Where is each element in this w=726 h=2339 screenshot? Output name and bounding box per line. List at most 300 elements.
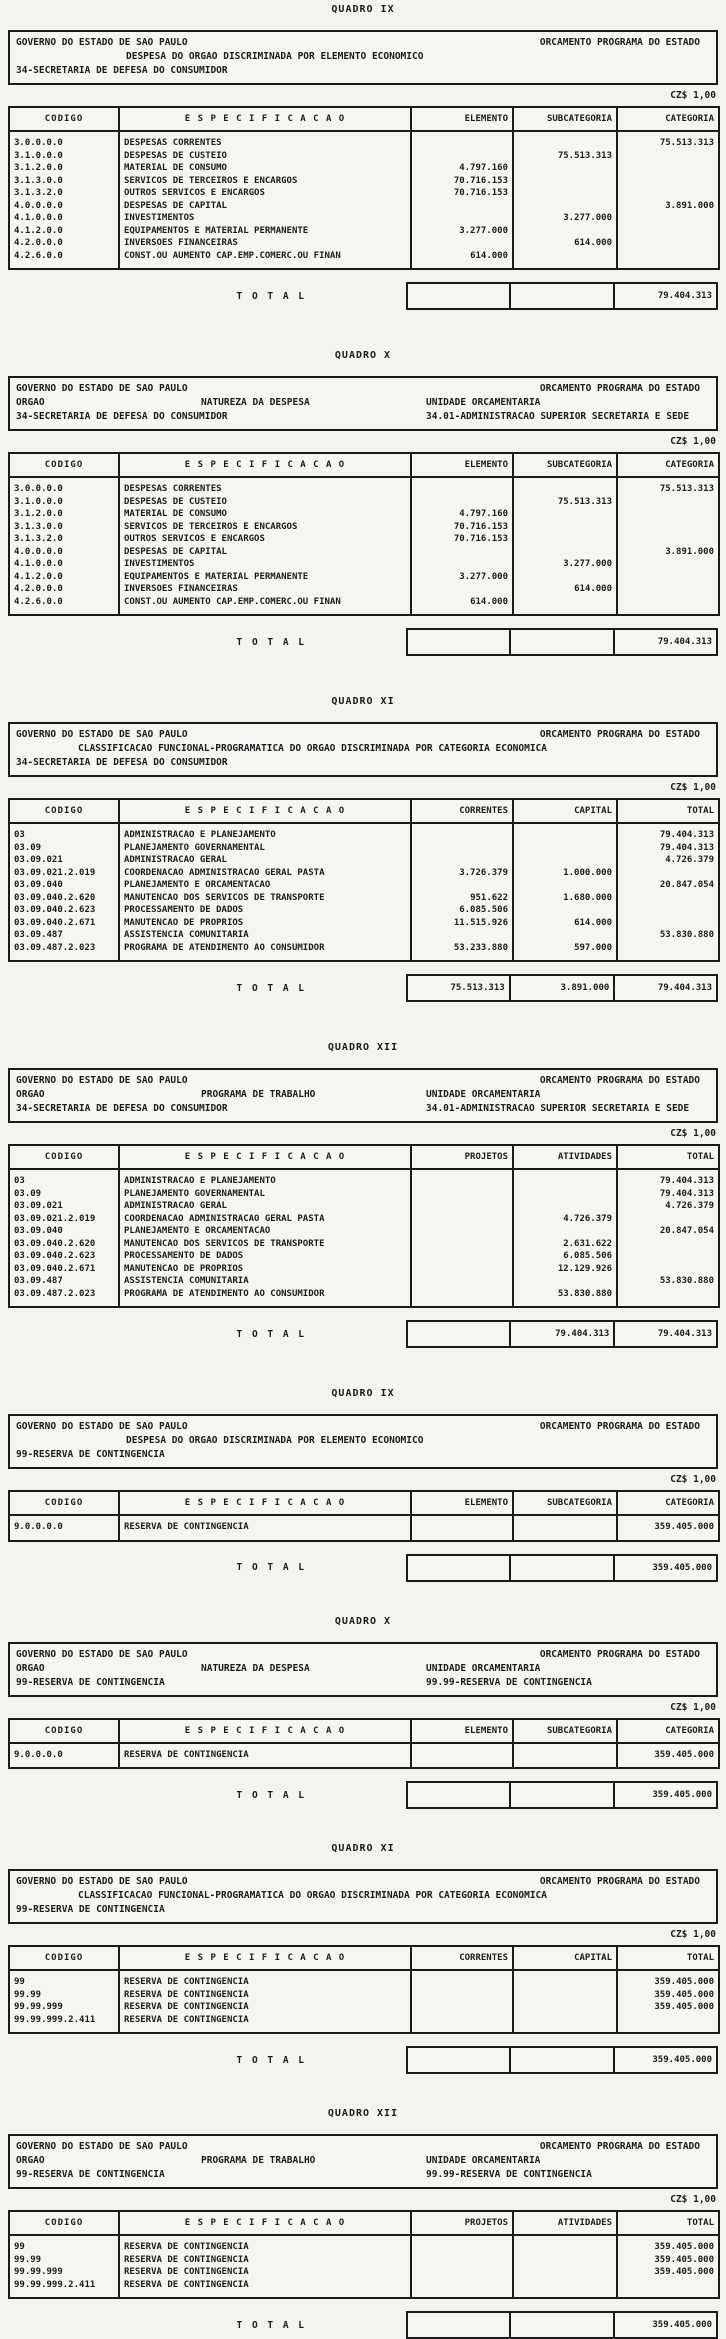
row-value [411,1275,513,1288]
row-value [513,1515,617,1541]
row-code: 3.1.2.0.0 [14,509,63,519]
header-line-2 [16,1088,710,1102]
row-value [513,879,617,892]
row-value: 614.000 [513,917,617,930]
row-especificacao: EQUIPAMENTOS E MATERIAL PERMANENTE [119,571,411,584]
table-row [9,237,719,250]
column-header-value-2: SUBCATEGORIA [513,1719,617,1743]
currency-label: CZ$ 1,00 [670,436,716,447]
row-value: 4.726.379 [513,1213,617,1226]
quadro-title: QUADRO IX [331,1388,395,1399]
row-especificacao: PLANEJAMENTO GOVERNAMENTAL [119,842,411,855]
column-header-especificacao: E S P E C I F I C A C A O [119,107,411,131]
row-value: 3.277.000 [411,571,513,584]
row-value [617,508,719,521]
column-header-value-3: CATEGORIA [617,453,719,477]
row-especificacao: PROCESSAMENTO DE DADOS [119,904,411,917]
row-value: 359.405.000 [617,1515,719,1541]
quadro-section [8,2108,718,2339]
column-header-value-2: CAPITAL [513,799,617,823]
row-value [513,131,617,150]
row-code: 3.1.0.0.0 [14,496,63,507]
row-value [513,1169,617,1188]
column-header-row [9,2211,719,2235]
row-value: 6.085.506 [411,904,513,917]
total-row [8,628,718,656]
row-value: 614.000 [411,250,513,270]
total-value: 359.405.000 [614,2047,717,2073]
total-value [510,2312,615,2338]
row-value: 53.830.880 [617,1275,719,1288]
table-row [9,477,719,496]
row-especificacao: PROGRAMA DE ATENDIMENTO AO CONSUMIDOR [119,1288,411,1308]
column-header-row [9,453,719,477]
header-line-2 [16,1434,710,1448]
row-value: 6.085.506 [513,1250,617,1263]
column-header-codigo: CODIGO [9,2211,119,2235]
column-header-codigo: CODIGO [9,107,119,131]
column-header-value-3: TOTAL [617,1946,719,1970]
total-row [8,974,718,1002]
government-title: GOVERNO DO ESTADO DE SAO PAULO [16,1075,188,1086]
row-value: 359.405.000 [617,2266,719,2279]
program-title: ORCAMENTO PROGRAMA DO ESTADO [539,1648,700,1660]
table-row [9,596,719,616]
quadro-title: QUADRO XI [331,696,395,707]
row-code: 4.2.0.0.0 [14,584,63,594]
row-code: 9.0.0.0.0 [14,1749,63,1760]
header-line-2 [16,1662,710,1676]
column-header-value-3: CATEGORIA [617,1491,719,1515]
row-value [411,1263,513,1276]
currency-label: CZ$ 1,00 [670,782,716,793]
budget-table [8,106,720,270]
row-especificacao: MATERIAL DE CONSUMO [119,162,411,175]
table-row [9,842,719,855]
header-line-3 [16,756,710,770]
row-especificacao: RESERVA DE CONTINGENCIA [119,1515,411,1541]
currency-label: CZ$ 1,00 [670,1474,716,1485]
row-code: 03.09.487.2.023 [14,942,96,953]
total-value: 79.404.313 [614,975,717,1001]
row-value: 4.797.160 [411,162,513,175]
row-code: 4.1.0.0.0 [14,559,63,569]
row-value [411,2266,513,2279]
table-row [9,546,719,559]
row-value [513,200,617,213]
row-value: 79.404.313 [617,1169,719,1188]
row-value [513,2266,617,2279]
header-line-1 [16,1648,710,1662]
quadro-header-box [8,1414,718,1469]
quadro-header-box [8,2134,718,2189]
row-value [617,583,719,596]
table-row [9,131,719,150]
currency-label: CZ$ 1,00 [670,1929,716,1940]
row-value [617,237,719,250]
quadro-header-box [8,1068,718,1123]
column-header-value-2: SUBCATEGORIA [513,107,617,131]
table-row [9,854,719,867]
table-row [9,823,719,842]
total-row [8,2311,718,2339]
row-especificacao: INVERSOES FINANCEIRAS [119,583,411,596]
total-value: 75.513.313 [450,983,505,993]
row-code: 03.09.040.2.671 [14,917,96,928]
orgao-label: ORGAO [16,2155,45,2166]
row-value [411,842,513,855]
row-value [617,250,719,270]
column-header-value-3: CATEGORIA [617,107,719,131]
column-header-value-1: PROJETOS [411,2211,513,2235]
row-code: 4.0.0.0.0 [14,546,63,557]
column-header-value-3: TOTAL [617,2211,719,2235]
row-value: 2.631.622 [513,1238,617,1251]
row-especificacao: RESERVA DE CONTINGENCIA [119,2266,411,2279]
row-value: 597.000 [513,942,617,962]
total-box [406,628,718,656]
column-header-value-1: CORRENTES [411,799,513,823]
quadro-section [8,1042,718,1348]
total-row [8,1320,718,1348]
program-title: ORCAMENTO PROGRAMA DO ESTADO [539,37,700,48]
header-line-1 [16,36,710,50]
row-code: 03.09.021 [14,1201,63,1211]
row-value: 1.000.000 [513,867,617,880]
row-value [513,521,617,534]
header-line-2 [16,1889,710,1903]
row-value [411,583,513,596]
table-row [9,892,719,905]
table-row [9,496,719,509]
row-value [513,546,617,559]
orgao-name: 99-RESERVA DE CONTINGENCIA [16,1676,165,1688]
row-value [617,942,719,962]
header-line-2 [16,2154,710,2168]
total-box [406,1320,718,1348]
row-value [411,558,513,571]
unidade-orcamentaria-name: 99.99-RESERVA DE CONTINGENCIA [426,1676,592,1688]
row-especificacao: ASSISTENCIA COMUNITARIA [119,1275,411,1288]
row-code: 3.0.0.0.0 [14,138,63,148]
row-especificacao: ADMINISTRACAO E PLANEJAMENTO [119,1169,411,1188]
header-line-3 [16,1903,710,1917]
header-line-3 [16,1676,710,1690]
quadro-section [8,696,718,1002]
table-row [9,1238,719,1251]
table-row [9,2266,719,2279]
row-especificacao: DESPESAS DE CAPITAL [119,546,411,559]
row-especificacao: COORDENACAO ADMINISTRACAO GERAL PASTA [119,1213,411,1226]
program-title: ORCAMENTO PROGRAMA DO ESTADO [539,729,700,740]
row-code: 3.1.3.0.0 [14,521,63,532]
column-header-value-1: ELEMENTO [411,453,513,477]
row-code: 99 [14,1977,25,1987]
row-value: 75.513.313 [617,477,719,496]
column-header-row [9,1145,719,1169]
row-especificacao: RESERVA DE CONTINGENCIA [119,2279,411,2299]
total-value [510,2047,615,2073]
row-value: 53.830.880 [617,929,719,942]
row-value [411,854,513,867]
header-line-3 [16,1448,710,1462]
orgao-label: ORGAO [16,1089,45,1100]
orgao-name: 34-SECRETARIA DE DEFESA DO CONSUMIDOR [16,757,228,768]
row-value: 3.891.000 [617,200,719,213]
row-especificacao: ADMINISTRACAO E PLANEJAMENTO [119,823,411,842]
row-value: 359.405.000 [617,2235,719,2254]
column-header-value-1: CORRENTES [411,1946,513,1970]
total-value: 359.405.000 [614,1555,717,1581]
header-line-2 [16,50,710,64]
table-row [9,533,719,546]
unidade-orcamentaria-label: UNIDADE ORCAMENTARIA [426,1089,541,1100]
row-especificacao: MANUTENCAO DOS SERVICOS DE TRANSPORTE [119,892,411,905]
row-value [617,162,719,175]
row-value: 1.680.000 [513,892,617,905]
header-line-1 [16,1420,710,1434]
table-row [9,571,719,584]
row-value [411,212,513,225]
column-header-especificacao: E S P E C I F I C A C A O [119,1946,411,1970]
table-row [9,521,719,534]
header-line-2 [16,742,710,756]
row-value [513,508,617,521]
row-code: 99.99.999 [14,2002,63,2012]
row-value: 53.830.880 [513,1288,617,1308]
row-value [617,150,719,163]
table-row [9,508,719,521]
row-code: 4.2.0.0.0 [14,238,63,248]
row-especificacao: COORDENACAO ADMINISTRACAO GERAL PASTA [119,867,411,880]
row-value [617,1250,719,1263]
total-label: T O T A L [236,2319,306,2331]
table-row [9,558,719,571]
header-line-1 [16,1875,710,1889]
program-title: ORCAMENTO PROGRAMA DO ESTADO [539,1421,700,1432]
row-code: 03.09.040.2.671 [14,1263,96,1274]
row-value: 79.404.313 [617,823,719,842]
row-code: 4.0.0.0.0 [14,200,63,211]
row-especificacao: MANUTENCAO DE PROPRIOS [119,1263,411,1276]
row-value [411,823,513,842]
total-row [8,1781,718,1809]
quadro-title: QUADRO X [334,1615,392,1627]
row-code: 4.1.2.0.0 [14,571,63,582]
row-value [617,596,719,616]
orgao-name: 34-SECRETARIA DE DEFESA DO CONSUMIDOR [16,1103,228,1114]
row-especificacao: PROCESSAMENTO DE DADOS [119,1250,411,1263]
row-code: 99.99.999 [14,2267,63,2277]
orgao-name: 34-SECRETARIA DE DEFESA DO CONSUMIDOR [16,411,228,422]
table-row [9,1743,719,1769]
row-value [513,2014,617,2034]
row-value: 11.515.926 [411,917,513,930]
table-row [9,583,719,596]
row-especificacao: SERVICOS DE TERCEIROS E ENCARGOS [119,175,411,188]
header-line-1 [16,2140,710,2154]
row-code: 03.09.021.2.019 [14,1213,96,1224]
total-value [407,629,510,655]
total-value [407,1782,510,1808]
row-especificacao: OUTROS SERVICOS E ENCARGOS [119,187,411,200]
column-header-value-2: ATIVIDADES [513,2211,617,2235]
row-value [513,1275,617,1288]
row-value [617,558,719,571]
total-box [406,2046,718,2074]
total-value [510,283,615,309]
row-value [411,477,513,496]
row-value [411,1188,513,1201]
row-value: 4.726.379 [617,854,719,867]
row-especificacao: DESPESAS DE CAPITAL [119,200,411,213]
row-value [513,1225,617,1238]
row-code: 03.09.021.2.019 [14,867,96,878]
row-value [513,842,617,855]
row-value [513,854,617,867]
row-code: 4.2.6.0.0 [14,596,63,607]
table-row [9,1188,719,1201]
column-header-row [9,799,719,823]
table-row [9,1263,719,1276]
total-value: 79.404.313 [614,629,717,655]
row-value [617,892,719,905]
row-especificacao: RESERVA DE CONTINGENCIA [119,2001,411,2014]
row-value [513,2254,617,2267]
column-header-codigo: CODIGO [9,1719,119,1743]
total-label: T O T A L [236,1562,306,1573]
row-code: 03 [14,830,25,840]
column-header-especificacao: E S P E C I F I C A C A O [119,1145,411,1169]
total-value: 359.405.000 [614,1782,717,1808]
row-code: 99 [14,2242,25,2252]
row-especificacao: INVERSOES FINANCEIRAS [119,237,411,250]
budget-table [8,1144,720,1308]
row-code: 9.0.0.0.0 [14,1522,63,1532]
column-header-codigo: CODIGO [9,1946,119,1970]
column-header-value-2: ATIVIDADES [513,1145,617,1169]
row-code: 3.1.3.0.0 [14,175,63,186]
header-line-3 [16,2168,710,2182]
row-value [411,1250,513,1263]
quadro-header-box [8,1869,718,1924]
row-value [617,904,719,917]
total-value: 79.404.313 [614,283,717,309]
total-label: T O T A L [236,982,306,994]
row-code: 03.09.040.2.620 [14,1238,96,1249]
row-code: 03.09 [14,842,42,853]
row-value [617,2279,719,2299]
row-value [411,131,513,150]
currency-label: CZ$ 1,00 [670,90,716,101]
row-value [411,1169,513,1188]
total-label: T O T A L [236,636,306,648]
row-value: 4.726.379 [617,1200,719,1213]
row-especificacao: RESERVA DE CONTINGENCIA [119,1743,411,1769]
row-value: 70.716.153 [411,533,513,546]
row-code: 4.2.6.0.0 [14,250,63,261]
row-value [411,200,513,213]
row-especificacao: RESERVA DE CONTINGENCIA [119,2254,411,2267]
row-value [513,2001,617,2014]
row-value [617,225,719,238]
total-row [8,1554,718,1582]
row-value [513,477,617,496]
row-especificacao: MANUTENCAO DOS SERVICOS DE TRANSPORTE [119,1238,411,1251]
quadro-header-box [8,30,718,85]
column-header-especificacao: E S P E C I F I C A C A O [119,453,411,477]
header-line-3 [16,64,710,78]
total-value [407,2312,510,2338]
row-value: 359.405.000 [617,2254,719,2267]
total-box [406,282,718,310]
government-title: GOVERNO DO ESTADO DE SAO PAULO [16,1421,188,1432]
quadro-subtitle: DESPESA DO ORGAO DISCRIMINADA POR ELEMENTO ECONOMICO [126,51,424,62]
row-value [617,1263,719,1276]
row-value: 359.405.000 [617,2001,719,2014]
column-header-codigo: CODIGO [9,453,119,477]
total-row [8,2046,718,2074]
government-title: GOVERNO DO ESTADO DE SAO PAULO [16,1876,188,1887]
row-value: 70.716.153 [411,187,513,200]
budget-table [8,798,720,962]
row-value [617,521,719,534]
row-value [617,187,719,200]
quadro-title: QUADRO XII [327,2108,399,2119]
row-especificacao: SERVICOS DE TERCEIROS E ENCARGOS [119,521,411,534]
table-row [9,2235,719,2254]
currency-label: CZ$ 1,00 [670,1128,716,1139]
row-especificacao: RESERVA DE CONTINGENCIA [119,2014,411,2034]
row-value [513,929,617,942]
row-code: 99.99 [14,1989,42,2000]
government-title: GOVERNO DO ESTADO DE SAO PAULO [16,2141,188,2152]
row-especificacao: PLANEJAMENTO E ORCAMENTACAO [119,879,411,892]
row-value: 3.891.000 [617,546,719,559]
column-header-codigo: CODIGO [9,1145,119,1169]
row-code: 03.09.487 [14,930,63,940]
quadro-subtitle: CLASSIFICACAO FUNCIONAL-PROGRAMATICA DO ORGAO DISCRIMINADA POR CATEGORIA ECONOMICA [78,1890,547,1901]
row-especificacao: PROGRAMA DE ATENDIMENTO AO CONSUMIDOR [119,942,411,962]
column-header-row [9,1719,719,1743]
row-code: 03.09.487 [14,1276,63,1286]
row-especificacao: MANUTENCAO DE PROPRIOS [119,917,411,930]
quadro-title: QUADRO XII [327,1042,399,1053]
row-value [411,929,513,942]
despesa-type-label: NATUREZA DA DESPESA [201,1662,310,1674]
row-value [411,1288,513,1308]
orgao-label: ORGAO [16,397,45,408]
row-value: 359.405.000 [617,1743,719,1769]
row-especificacao: ASSISTENCIA COMUNITARIA [119,929,411,942]
table-row [9,1288,719,1308]
row-especificacao: INVESTIMENTOS [119,212,411,225]
quadro-header-box [8,722,718,777]
unidade-orcamentaria-name: 34.01-ADMINISTRACAO SUPERIOR SECRETARIA E SEDE [426,411,690,422]
total-value: 3.891.000 [510,975,615,1001]
row-value [513,904,617,917]
table-row [9,162,719,175]
table-row [9,225,719,238]
row-code: 99.99.999.2.411 [14,2014,96,2025]
total-value: 359.405.000 [614,2312,717,2338]
government-title: GOVERNO DO ESTADO DE SAO PAULO [16,729,188,740]
row-value: 53.233.880 [411,942,513,962]
table-row [9,917,719,930]
row-value [411,2014,513,2034]
total-label: T O T A L [236,2054,306,2066]
row-value [513,2279,617,2299]
